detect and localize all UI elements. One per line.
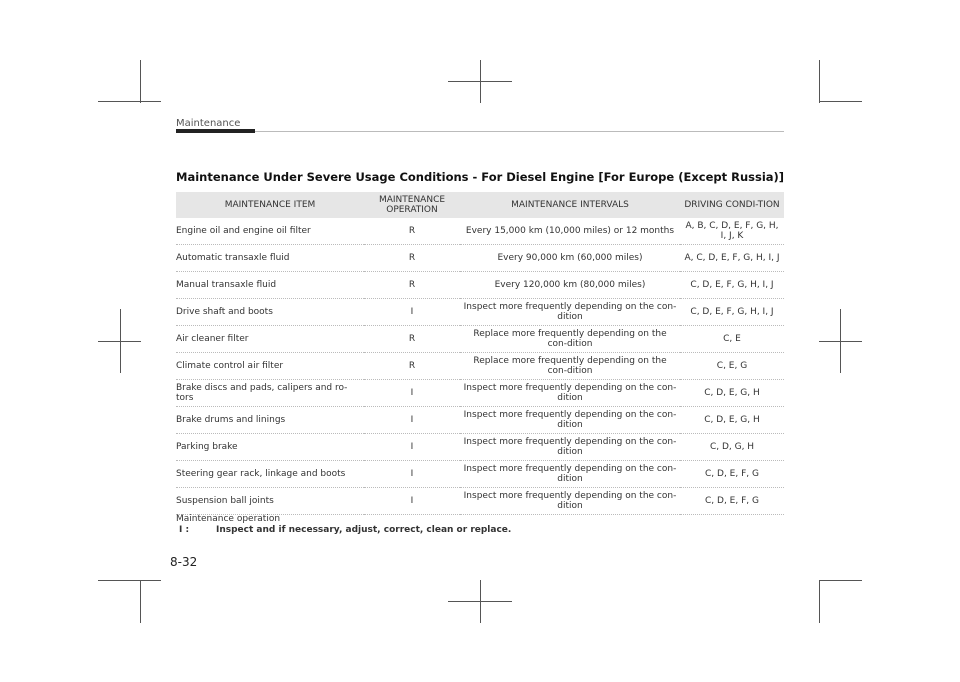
column-header: DRIVING CONDI-TION xyxy=(680,192,784,218)
cell-interval: Inspect more frequently depending on the con-dition xyxy=(460,407,680,434)
column-header: MAINTENANCE INTERVALS xyxy=(460,192,680,218)
column-header: MAINTENANCE ITEM xyxy=(176,192,364,218)
table-row xyxy=(176,353,784,380)
table-header-row xyxy=(176,192,784,218)
section-divider-line xyxy=(255,131,784,132)
cell-operation: R xyxy=(364,326,460,353)
crop-mark xyxy=(819,341,862,342)
cell-operation: R xyxy=(364,272,460,299)
section-label: Maintenance xyxy=(176,118,241,129)
crop-mark xyxy=(140,580,141,623)
cell-interval: Every 15,000 km (10,000 miles) or 12 months xyxy=(460,218,680,245)
note-text: Inspect and if necessary, adjust, correct, clean or replace. xyxy=(216,525,512,535)
cell-operation: I xyxy=(364,299,460,326)
column-header: MAINTENANCE OPERATION xyxy=(364,192,460,218)
cell-interval: Every 90,000 km (60,000 miles) xyxy=(460,245,680,272)
notes-heading: Maintenance operation xyxy=(176,514,281,524)
cell-interval: Replace more frequently depending on the con-dition xyxy=(460,326,680,353)
table-row xyxy=(176,326,784,353)
crop-mark xyxy=(819,580,862,581)
cell-item: Engine oil and engine oil filter xyxy=(176,218,364,245)
crop-mark xyxy=(448,81,512,82)
crop-mark xyxy=(98,580,161,581)
page-number: 8-32 xyxy=(170,555,198,569)
cell-condition: C, D, E, G, H xyxy=(680,407,784,434)
cell-item: Manual transaxle fluid xyxy=(176,272,364,299)
cell-interval: Inspect more frequently depending on the con-dition xyxy=(460,461,680,488)
crop-mark xyxy=(140,60,141,103)
cell-condition: C, D, E, G, H xyxy=(680,380,784,407)
cell-operation: I xyxy=(364,407,460,434)
crop-mark xyxy=(819,60,820,103)
cell-condition: C, D, E, F, G, H, I, J xyxy=(680,299,784,326)
cell-operation: R xyxy=(364,353,460,380)
cell-item: Drive shaft and boots xyxy=(176,299,364,326)
cell-operation: I xyxy=(364,434,460,461)
cell-condition: C, E xyxy=(680,326,784,353)
cell-interval: Inspect more frequently depending on the con-dition xyxy=(460,299,680,326)
crop-mark xyxy=(98,101,161,102)
table-row xyxy=(176,407,784,434)
cell-condition: C, D, E, F, G xyxy=(680,461,784,488)
note-key: I : xyxy=(179,525,190,535)
cell-condition: A, C, D, E, F, G, H, I, J xyxy=(680,245,784,272)
cell-interval: Replace more frequently depending on the con-dition xyxy=(460,353,680,380)
cell-interval: Inspect more frequently depending on the con-dition xyxy=(460,488,680,515)
page-title: Maintenance Under Severe Usage Conditions - For Diesel Engine [For Europe (Except Russia)] xyxy=(176,170,785,184)
cell-item: Brake drums and linings xyxy=(176,407,364,434)
cell-condition: A, B, C, D, E, F, G, H, I, J, K xyxy=(680,218,784,245)
cell-item: Climate control air filter xyxy=(176,353,364,380)
notes xyxy=(176,514,511,536)
crop-mark xyxy=(819,101,862,102)
crop-mark xyxy=(819,580,820,623)
cell-item: Steering gear rack, linkage and boots xyxy=(176,461,364,488)
table-row xyxy=(176,434,784,461)
cell-condition: C, D, G, H xyxy=(680,434,784,461)
cell-operation: I xyxy=(364,461,460,488)
cell-item: Suspension ball joints xyxy=(176,488,364,515)
cell-condition: C, D, E, F, G xyxy=(680,488,784,515)
cell-operation: I xyxy=(364,488,460,515)
note-entry xyxy=(176,525,511,536)
table-row xyxy=(176,245,784,272)
cell-interval: Every 120,000 km (80,000 miles) xyxy=(460,272,680,299)
crop-mark xyxy=(98,341,141,342)
section-divider xyxy=(176,129,255,133)
cell-item: Parking brake xyxy=(176,434,364,461)
cell-operation: I xyxy=(364,380,460,407)
cell-item: Brake discs and pads, calipers and ro-tors xyxy=(176,380,364,407)
cell-condition: C, D, E, F, G, H, I, J xyxy=(680,272,784,299)
cell-item: Automatic transaxle fluid xyxy=(176,245,364,272)
cell-interval: Inspect more frequently depending on the con-dition xyxy=(460,380,680,407)
table-row xyxy=(176,218,784,245)
maintenance-table xyxy=(176,192,784,515)
cell-operation: R xyxy=(364,218,460,245)
table-row xyxy=(176,272,784,299)
cell-item: Air cleaner filter xyxy=(176,326,364,353)
cell-operation: R xyxy=(364,245,460,272)
cell-condition: C, E, G xyxy=(680,353,784,380)
table-row xyxy=(176,380,784,407)
table-row xyxy=(176,299,784,326)
crop-mark xyxy=(448,601,512,602)
cell-interval: Inspect more frequently depending on the con-dition xyxy=(460,434,680,461)
table-row xyxy=(176,461,784,488)
table-row xyxy=(176,488,784,515)
